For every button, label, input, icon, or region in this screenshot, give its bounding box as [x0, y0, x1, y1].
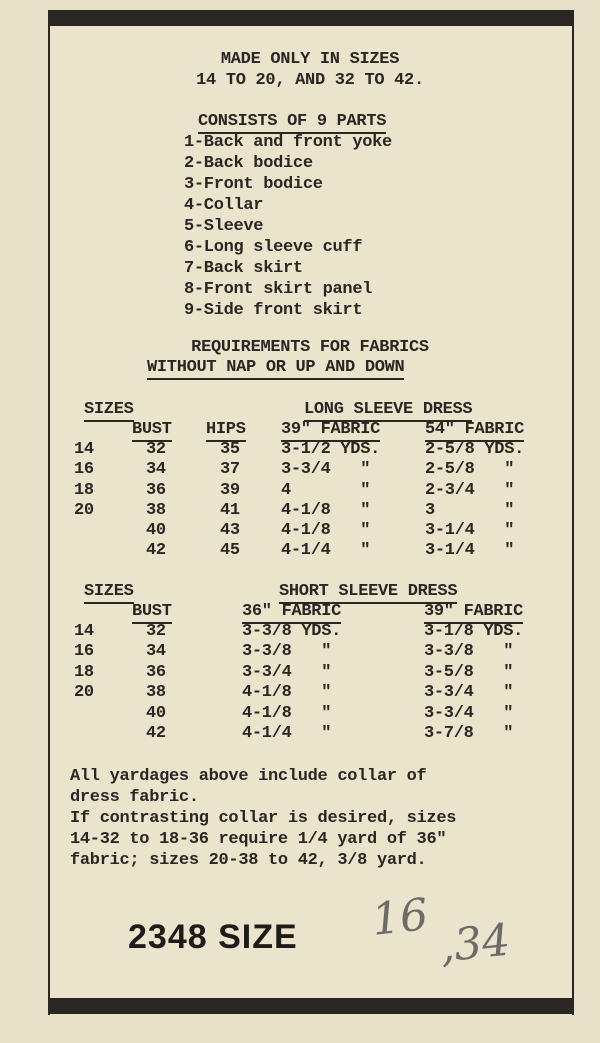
row-bust: 32 — [146, 440, 166, 459]
row-fabric-36: 3-3/8 " — [242, 642, 332, 661]
row-bust: 36 — [146, 481, 166, 500]
row-fabric-36: 3-3/8 YDS. — [242, 622, 342, 641]
row-size: 20 — [74, 501, 94, 520]
row-fabric-36: 4-1/8 " — [242, 683, 332, 702]
note-line: dress fabric. — [70, 788, 199, 807]
pattern-number-stamp: 2348 SIZE — [128, 918, 298, 956]
row-hips: 37 — [220, 460, 240, 479]
row-fabric-39: 3-3/4 " — [424, 704, 514, 723]
part-item: 6-Long sleeve cuff — [184, 238, 363, 257]
row-size: 16 — [74, 642, 94, 661]
row-hips: 45 — [220, 541, 240, 560]
row-bust: 38 — [146, 683, 166, 702]
row-bust: 36 — [146, 663, 166, 682]
col-bust: BUST — [132, 602, 172, 624]
part-item: 1-Back and front yoke — [184, 133, 392, 152]
part-item: 3-Front bodice — [184, 175, 323, 194]
row-bust: 34 — [146, 642, 166, 661]
col-fabric-39: 39" FABRIC — [281, 420, 380, 442]
row-fabric-36: 3-3/4 " — [242, 663, 332, 682]
col-hips: HIPS — [206, 420, 246, 442]
row-fabric-54: 2-5/8 " — [425, 460, 515, 479]
sizes-label: SIZES — [84, 582, 134, 604]
row-fabric-54: 2-5/8 YDS. — [425, 440, 525, 459]
long-sleeve-title: LONG SLEEVE DRESS — [304, 400, 472, 422]
part-item: 4-Collar — [184, 196, 264, 215]
row-bust: 38 — [146, 501, 166, 520]
part-item: 7-Back skirt — [184, 259, 303, 278]
row-fabric-39: 3-3/4 " — [424, 683, 514, 702]
row-fabric-39: 3-1/2 YDS. — [281, 440, 381, 459]
row-hips: 39 — [220, 481, 240, 500]
row-hips: 43 — [220, 521, 240, 540]
row-bust: 42 — [146, 724, 166, 743]
row-hips: 35 — [220, 440, 240, 459]
part-item: 5-Sleeve — [184, 217, 264, 236]
handwritten-size: 16 — [369, 889, 431, 946]
row-bust: 42 — [146, 541, 166, 560]
sizes-heading-line1: MADE ONLY IN SIZES — [220, 50, 400, 69]
row-bust: 34 — [146, 460, 166, 479]
row-bust: 40 — [146, 704, 166, 723]
row-fabric-54: 3-1/4 " — [425, 541, 515, 560]
col-bust: BUST — [132, 420, 172, 442]
part-item: 9-Side front skirt — [184, 301, 363, 320]
row-size: 16 — [74, 460, 94, 479]
parts-title: CONSISTS OF 9 PARTS — [198, 112, 386, 134]
row-fabric-39: 4-1/4 " — [281, 541, 371, 560]
row-fabric-39: 3-3/4 " — [281, 460, 371, 479]
sizes-heading-line2: 14 TO 20, AND 32 TO 42. — [196, 71, 424, 90]
col-fabric-39: 39" FABRIC — [424, 602, 523, 624]
row-size: 18 — [74, 663, 94, 682]
row-size: 14 — [74, 622, 94, 641]
row-fabric-36: 4-1/8 " — [242, 704, 332, 723]
row-fabric-39: 4 " — [281, 481, 371, 500]
row-fabric-39: 3-7/8 " — [424, 724, 514, 743]
row-fabric-54: 3-1/4 " — [425, 521, 515, 540]
note-line: All yardages above include collar of — [70, 767, 427, 786]
row-fabric-54: 3 " — [425, 501, 515, 520]
sizes-label: SIZES — [84, 400, 134, 422]
row-size: 18 — [74, 481, 94, 500]
requirements-title-line1: REQUIREMENTS FOR FABRICS — [191, 338, 429, 357]
row-fabric-54: 2-3/4 " — [425, 481, 515, 500]
row-fabric-39: 3-5/8 " — [424, 663, 514, 682]
row-size: 14 — [74, 440, 94, 459]
top-border-bar — [48, 10, 572, 26]
part-item: 2-Back bodice — [184, 154, 313, 173]
col-fabric-54: 54" FABRIC — [425, 420, 524, 442]
row-hips: 41 — [220, 501, 240, 520]
col-fabric-36: 36" FABRIC — [242, 602, 341, 624]
note-line: If contrasting collar is desired, sizes — [70, 809, 457, 828]
requirements-title-line2: WITHOUT NAP OR UP AND DOWN — [147, 358, 404, 380]
bottom-border-bar — [48, 998, 572, 1014]
part-item: 8-Front skirt panel — [184, 280, 373, 299]
note-line: fabric; sizes 20-38 to 42, 3/8 yard. — [70, 851, 427, 870]
note-line: 14-32 to 18-36 require 1/4 yard of 36" — [70, 830, 447, 849]
row-fabric-39: 3-1/8 YDS. — [424, 622, 524, 641]
row-bust: 32 — [146, 622, 166, 641]
row-fabric-39: 3-3/8 " — [424, 642, 514, 661]
handwritten-bust: ,34 — [437, 914, 513, 973]
row-fabric-36: 4-1/4 " — [242, 724, 332, 743]
short-sleeve-title: SHORT SLEEVE DRESS — [279, 582, 457, 604]
row-fabric-39: 4-1/8 " — [281, 501, 371, 520]
row-fabric-39: 4-1/8 " — [281, 521, 371, 540]
row-bust: 40 — [146, 521, 166, 540]
row-size: 20 — [74, 683, 94, 702]
